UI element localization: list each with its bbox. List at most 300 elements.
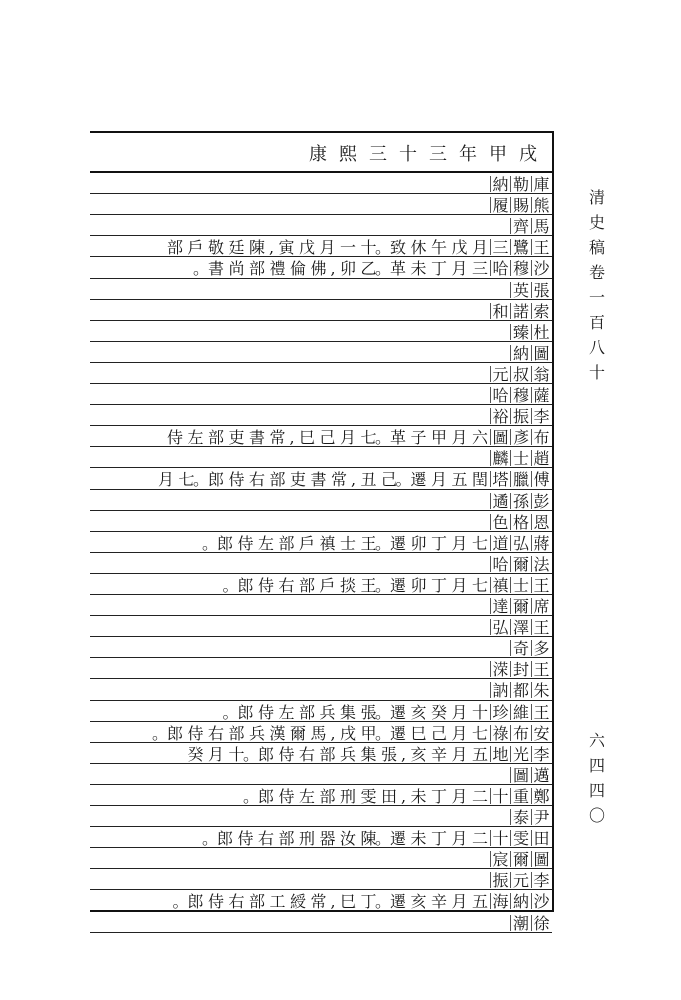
table-char: 圖 <box>512 765 529 785</box>
table-char: 廷 <box>228 238 245 258</box>
table-char: 汝 <box>339 829 356 849</box>
table-char: 。 <box>375 575 392 595</box>
table-char: 士 <box>512 575 529 595</box>
table-char: 圖 <box>533 850 550 870</box>
row-rule <box>90 636 552 637</box>
table-char: 。 <box>375 533 392 553</box>
table-char: 侍 <box>187 723 204 743</box>
table-char: 王 <box>533 575 550 595</box>
table-char: 王 <box>533 618 550 638</box>
table-char: 傅 <box>533 470 550 490</box>
table-char: 郎 <box>237 575 254 595</box>
table-char: 部 <box>298 702 315 722</box>
table-char: 王 <box>360 575 377 595</box>
table-char: 格 <box>512 512 529 532</box>
table-char: 午 <box>430 238 447 258</box>
table-char: 丁 <box>430 829 447 849</box>
name-divider <box>510 324 511 340</box>
table-char: 圖 <box>492 428 509 448</box>
row-rule <box>90 784 552 785</box>
running-head-char: 卷 <box>588 263 605 282</box>
table-char: 戌 <box>339 723 356 743</box>
table-char: 月 <box>339 428 356 448</box>
name-divider <box>490 556 491 572</box>
row-rule <box>90 826 552 827</box>
table-char: 朱 <box>533 681 550 701</box>
row-rule <box>90 531 552 532</box>
table-char: 納 <box>512 892 529 912</box>
table-char: 王 <box>533 660 550 680</box>
table-char: 道 <box>492 533 509 553</box>
table-row <box>90 405 552 427</box>
table-char: 爾 <box>512 597 529 616</box>
table-char: 己 <box>380 470 397 490</box>
table-char: 侍 <box>257 575 274 595</box>
row-rule <box>90 847 552 848</box>
table-char: 五 <box>471 892 488 912</box>
running-head-char: 十 <box>588 363 605 382</box>
name-divider <box>510 282 511 298</box>
table-char: 右 <box>257 829 274 849</box>
table-row <box>90 616 552 638</box>
row-rule <box>90 868 552 869</box>
table-char: 。 <box>375 829 392 849</box>
table-char: 雯 <box>360 786 377 806</box>
table-char: , <box>330 892 336 912</box>
table-char: 。 <box>193 259 210 279</box>
table-char: 士 <box>512 449 529 469</box>
table-char: 禛 <box>492 575 509 595</box>
table-row <box>90 426 552 448</box>
table-char: 。 <box>375 702 392 722</box>
table-char: 沙 <box>533 892 550 912</box>
table-char: 禛 <box>319 533 336 553</box>
table-row <box>90 173 552 195</box>
table-char: 月 <box>451 892 468 912</box>
table-row <box>90 722 552 744</box>
table-char: 弘 <box>492 618 509 638</box>
table-char: 海 <box>492 892 509 912</box>
table-char: 部 <box>228 723 245 743</box>
table-char: 達 <box>492 597 509 616</box>
table-char: 尚 <box>228 259 245 279</box>
table-char: 吏 <box>289 470 306 490</box>
table-char: 李 <box>533 744 550 764</box>
table-char: 遷 <box>389 829 406 849</box>
table-char: 安 <box>533 723 550 743</box>
table-char: 書 <box>310 470 327 490</box>
table-char: 致 <box>389 238 406 258</box>
table-char: 侍 <box>278 786 295 806</box>
table-char: 五 <box>451 470 468 490</box>
name-divider <box>510 767 511 783</box>
table-row <box>90 595 552 617</box>
table-char: 敬 <box>207 238 224 258</box>
table-char: 兵 <box>319 702 336 722</box>
row-rule <box>90 510 552 511</box>
row-rule <box>90 889 552 890</box>
table-row <box>90 785 552 807</box>
table-char: 。 <box>375 259 392 279</box>
table-char: 丑 <box>360 470 377 490</box>
table-char: , <box>268 238 275 258</box>
table-char: 遷 <box>389 723 406 743</box>
name-divider <box>490 619 491 635</box>
table-char: 。 <box>152 723 169 743</box>
table-char: 七 <box>178 470 195 490</box>
table-char: 侍 <box>228 470 245 490</box>
name-divider <box>490 450 491 466</box>
table-char: 部 <box>166 238 183 258</box>
table-char: 奇 <box>512 639 529 659</box>
table-char: 李 <box>533 871 550 891</box>
table-char: 振 <box>512 407 529 427</box>
table-char: 穆 <box>512 386 529 405</box>
table-char: 亥 <box>410 702 427 722</box>
table-row <box>90 827 552 849</box>
table-char: 裕 <box>492 407 509 427</box>
table-char: 侍 <box>278 744 295 764</box>
table-char: 王 <box>533 702 550 722</box>
table-char: , <box>330 723 336 743</box>
table-char: 弘 <box>512 533 529 553</box>
table-row <box>90 363 552 385</box>
name-divider <box>510 640 511 656</box>
table-char: 革 <box>389 428 406 448</box>
name-divider <box>490 598 491 614</box>
table-char: 張 <box>380 744 397 764</box>
table-char: 郎 <box>237 702 254 722</box>
table-char: 禮 <box>269 259 286 279</box>
page-number-char: 四 <box>588 756 605 775</box>
table-char: 都 <box>512 681 529 701</box>
table-char: 遷 <box>389 892 406 912</box>
table-char: 月 <box>451 723 468 743</box>
table-char: 尹 <box>533 808 550 827</box>
table-char: 陳 <box>248 238 265 258</box>
table-char: 履 <box>492 196 509 216</box>
table-char: 月 <box>451 786 468 806</box>
page-number-char: 四 <box>588 781 605 800</box>
table-char: 爾 <box>289 723 306 743</box>
row-rule <box>90 341 552 342</box>
table-char: 十 <box>360 238 377 258</box>
name-divider <box>490 851 491 867</box>
table-char: 七 <box>360 428 377 448</box>
table-char: 月 <box>430 470 447 490</box>
table-char: 張 <box>360 702 377 722</box>
table-char: 常 <box>330 470 347 490</box>
running-head-char: 稿 <box>588 238 605 257</box>
page-number-char: 六 <box>588 731 605 750</box>
table-row <box>90 637 552 659</box>
table-char: 蔣 <box>533 533 550 553</box>
table-char: 光 <box>512 744 529 764</box>
table-char: 部 <box>248 259 265 279</box>
table-char: 乙 <box>360 259 377 279</box>
row-rule <box>90 467 552 468</box>
table-row <box>90 553 552 575</box>
table-char: 未 <box>410 259 427 279</box>
running-head-char: 史 <box>588 213 605 232</box>
table-char: 未 <box>410 829 427 849</box>
table-char: 辛 <box>430 892 447 912</box>
table-char: , <box>289 428 295 448</box>
table-char: 諾 <box>512 301 529 321</box>
name-divider <box>490 682 491 698</box>
name-divider <box>490 493 491 509</box>
table-char: 王 <box>360 533 377 553</box>
table-char: 彭 <box>533 491 550 511</box>
table-char: 刑 <box>298 829 315 849</box>
table-char: 侍 <box>237 829 254 849</box>
table-char: 圖 <box>533 343 550 363</box>
table-char: 郎 <box>207 470 224 490</box>
row-rule <box>90 615 552 616</box>
page-number <box>586 728 608 828</box>
name-divider <box>490 514 491 530</box>
table-char: 爾 <box>512 554 529 574</box>
table-char: 亥 <box>410 892 427 912</box>
table-char: 賜 <box>512 196 529 216</box>
row-rule <box>90 362 552 363</box>
table-char: 布 <box>512 723 529 743</box>
row-rule <box>90 425 552 426</box>
table-char: 席 <box>533 597 550 616</box>
table-row <box>90 384 552 406</box>
name-divider <box>510 915 511 931</box>
table-char: 戊 <box>451 238 468 258</box>
table-char: 十 <box>471 702 488 722</box>
table-char: 。 <box>222 702 239 722</box>
table-char: 部 <box>248 892 265 912</box>
table-row <box>90 257 552 279</box>
table-char: 潮 <box>512 913 529 933</box>
name-divider <box>490 366 491 382</box>
table-char: 器 <box>319 829 336 849</box>
name-divider <box>490 408 491 424</box>
table-char: 爾 <box>512 850 529 870</box>
name-divider <box>490 176 491 192</box>
table-row <box>90 447 552 469</box>
table-char: 右 <box>298 744 315 764</box>
table-char: 革 <box>389 259 406 279</box>
table-char: 月 <box>451 428 468 448</box>
table-char: 丁 <box>430 786 447 806</box>
table-char: 遷 <box>389 575 406 595</box>
table-char: 戶 <box>298 533 315 553</box>
table-row <box>90 701 552 723</box>
table-char: 臘 <box>512 470 529 490</box>
table-char: 綬 <box>289 892 306 912</box>
row-rule <box>90 552 552 553</box>
running-head-char: 百 <box>588 313 605 332</box>
table-char: , <box>400 786 407 806</box>
table-row <box>90 215 552 237</box>
table-char: 和 <box>492 301 509 321</box>
row-rule <box>90 721 552 722</box>
table-char: 部 <box>269 470 286 490</box>
table-char: 工 <box>269 892 286 912</box>
table-char: 左 <box>298 786 315 806</box>
table-char: 部 <box>319 786 336 806</box>
table-char: 刑 <box>339 786 356 806</box>
table-char: 郎 <box>257 744 274 764</box>
table-char: 郎 <box>187 892 204 912</box>
table-char: 叔 <box>512 364 529 384</box>
table-row <box>90 574 552 596</box>
table-char: 左 <box>278 702 295 722</box>
table-char: 集 <box>360 744 377 764</box>
table-char: 彥 <box>512 428 529 448</box>
table-char: 重 <box>512 786 529 806</box>
name-divider <box>490 387 491 403</box>
table-char: 二 <box>471 786 488 806</box>
row-rule <box>90 446 552 447</box>
table-char: 巳 <box>410 723 427 743</box>
row-rule <box>90 910 552 912</box>
table-char: 遷 <box>410 470 427 490</box>
row-rule <box>90 320 552 321</box>
table-char: 訥 <box>492 681 509 701</box>
table-char: 庫 <box>533 175 550 194</box>
table-char: 休 <box>410 238 427 258</box>
table-char: 臻 <box>512 322 529 342</box>
table-char: 勒 <box>512 175 529 194</box>
table-char: 巳 <box>339 892 356 912</box>
table-char: , <box>330 259 336 279</box>
table-char: 郎 <box>166 723 183 743</box>
name-divider <box>510 218 511 234</box>
table-char: 張 <box>533 280 550 300</box>
table-char: 郎 <box>216 533 233 553</box>
table-char: 右 <box>228 892 245 912</box>
table-char: 趙 <box>533 449 550 469</box>
table-char: , <box>350 470 357 490</box>
table-char: 士 <box>339 533 356 553</box>
table-char: 泰 <box>512 808 529 827</box>
table-char: 六 <box>471 428 488 448</box>
running-head <box>586 185 608 385</box>
table-char: 集 <box>339 702 356 722</box>
table-char: 十 <box>492 786 509 806</box>
row-rule <box>90 573 552 574</box>
name-divider <box>490 197 491 213</box>
table-char: 常 <box>269 428 286 448</box>
table-char: 右 <box>207 723 224 743</box>
table-char: 七 <box>471 723 488 743</box>
table-row <box>90 511 552 533</box>
table-char: 哈 <box>492 259 509 279</box>
table-char: 。 <box>202 829 219 849</box>
running-head-char: 八 <box>588 338 605 357</box>
row-rule <box>90 214 552 215</box>
name-divider <box>490 872 491 888</box>
table-row <box>90 679 552 701</box>
table-char: 書 <box>248 428 265 448</box>
table-char: 巳 <box>298 428 315 448</box>
name-divider <box>510 809 511 825</box>
table-char: 孫 <box>512 491 529 511</box>
table-row <box>90 764 552 786</box>
table-char: 三 <box>471 259 488 279</box>
table-char: 遷 <box>389 533 406 553</box>
table-char: 納 <box>512 343 529 363</box>
table-char: 英 <box>512 280 529 300</box>
table-char: 多 <box>533 639 550 659</box>
name-divider <box>510 345 511 361</box>
table-char: 寅 <box>278 238 295 258</box>
table-char: 十 <box>492 829 509 849</box>
table-char: 倫 <box>289 259 306 279</box>
table-char: 七 <box>471 575 488 595</box>
table-char: 部 <box>298 575 315 595</box>
table-char: 五 <box>471 744 488 764</box>
table-char: 王 <box>533 238 550 258</box>
row-rule <box>90 763 552 764</box>
row-rule <box>90 193 552 194</box>
table-char: 薩 <box>533 386 550 405</box>
table-char: 。 <box>222 575 239 595</box>
table-char: 右 <box>248 470 265 490</box>
table-row <box>90 321 552 343</box>
table-char: 振 <box>492 871 509 891</box>
table-char: 恩 <box>533 512 550 532</box>
table-char: 索 <box>533 301 550 321</box>
table-char: 徐 <box>533 913 550 933</box>
table-char: 。 <box>172 892 189 912</box>
table-char: 封 <box>512 660 529 680</box>
row-rule <box>90 235 552 236</box>
table-char: 月 <box>451 575 468 595</box>
table-char: 十 <box>228 744 245 764</box>
table-char: 亥 <box>410 744 427 764</box>
table-char: 三 <box>492 238 509 258</box>
table-char: 澤 <box>512 618 529 638</box>
table-char: 珍 <box>492 702 509 722</box>
table-char: 馬 <box>533 217 550 237</box>
table-row <box>90 490 552 512</box>
table-char: 杜 <box>533 322 550 342</box>
table-char: 左 <box>187 428 204 448</box>
table-char: 溁 <box>492 660 509 680</box>
table-char: 郎 <box>257 786 274 806</box>
table-char: 田 <box>380 786 397 806</box>
table-char: 哈 <box>492 554 509 574</box>
table-char: 己 <box>319 428 336 448</box>
table-char: 二 <box>471 829 488 849</box>
table-char: 書 <box>207 259 224 279</box>
row-rule <box>90 742 552 743</box>
table-char: 佛 <box>310 259 327 279</box>
table-char: 一 <box>339 238 356 258</box>
table-char: 元 <box>512 871 529 891</box>
table-char: 七 <box>471 533 488 553</box>
table-char: 維 <box>512 702 529 722</box>
table-char: 月 <box>207 744 224 764</box>
table-char: 穆 <box>512 259 529 279</box>
table-char: 漢 <box>269 723 286 743</box>
table-row <box>90 658 552 680</box>
table-char: 部 <box>319 744 336 764</box>
table-char: 塔 <box>492 470 509 490</box>
table-char: 戶 <box>187 238 204 258</box>
table-char: 鷺 <box>512 238 529 258</box>
table-char: 常 <box>310 892 327 912</box>
name-divider <box>490 303 491 319</box>
table-char: 癸 <box>187 744 204 764</box>
table-char: 。 <box>375 723 392 743</box>
